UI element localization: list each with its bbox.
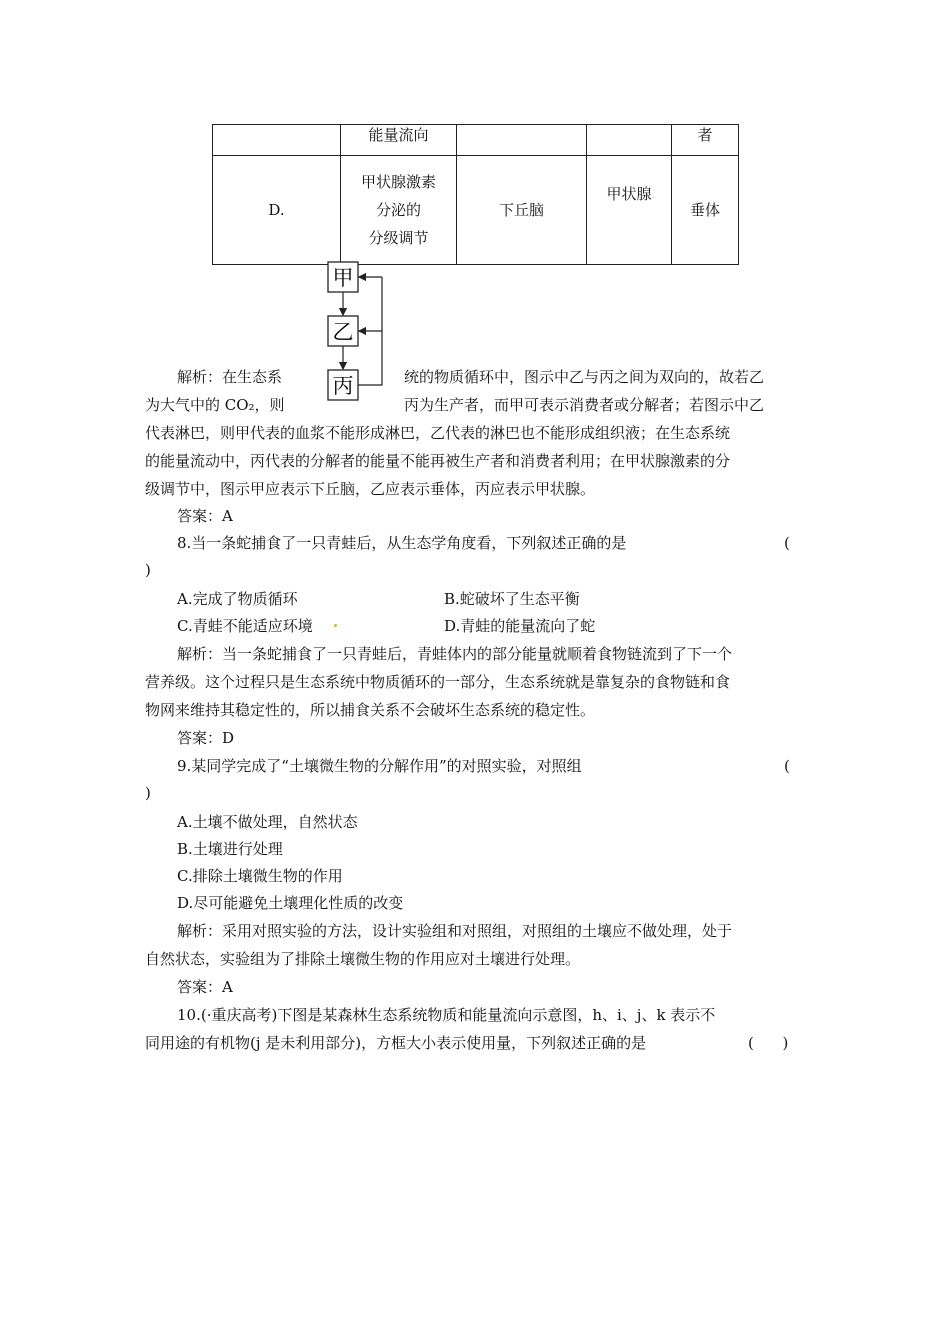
q7-analysis-line: 的能量流动中，丙代表的分解者的能量不能再被生产者和消费者利用；在甲状腺激素的分 [145,452,731,470]
q8-paren-close: ) [145,561,151,579]
q8-analysis-line: 物网来维持其稳定性的，所以捕食关系不会破坏生态系统的稳定性。 [145,701,596,719]
q8-option-b: B.蛇破坏了生态平衡 [444,590,580,608]
q9-option-d: D.尽可能避免土壤理化性质的改变 [177,894,404,912]
q9-answer: 答案：A [177,978,233,996]
q9-analysis-line: 解析：采用对照实验的方法，设计实验组和对照组，对照组的土壤应不做处理，处于 [177,922,733,940]
table-cell-option-d: D. [213,156,341,265]
q7-answer: 答案：A [177,507,233,525]
q8-option-c: C.青蛙不能适应环境 [177,617,313,635]
table-row [213,156,739,265]
q9-stem: 9.某同学完成了“土壤微生物的分解作用”的对照实验，对照组 [177,757,582,775]
stray-dot [334,624,337,627]
q8-option-d: D.青蛙的能量流向了蛇 [444,617,596,635]
table-cell [587,125,672,156]
q9-option-c: C.排除土壤微生物的作用 [177,867,343,885]
q9-analysis-line: 自然状态，实验组为了排除土壤微生物的作用应对土壤进行处理。 [145,950,581,968]
q7-analysis-line: 统的物质循环中，图示中乙与丙之间为双向的，故若乙 [404,368,765,386]
box-jia-label: 甲 [332,266,354,290]
table-cell: 垂体 [672,156,739,265]
q9-option-b: B.土壤进行处理 [177,840,283,858]
q7-analysis-line: 级调节中，图示甲应表示下丘脑，乙应表示垂体，丙应表示甲状腺。 [145,480,596,498]
q7-analysis-line: 代表淋巴，则甲代表的血浆不能形成淋巴，乙代表的淋巴也不能形成组织液；在生态系统 [145,424,731,442]
box-bing-label: 丙 [332,374,354,398]
q9-paren-close: ) [145,784,151,802]
box-yi-label: 乙 [332,320,354,344]
table-cell: 甲状腺 [587,156,672,265]
table-cell-process [341,156,457,265]
options-table [212,124,739,265]
q8-analysis-line: 营养级。这个过程只是生态系统中物质循环的一部分，生态系统就是靠复杂的食物链和食 [145,673,731,691]
table-cell [213,125,341,156]
q7-analysis-line: 解析：在生态系 [177,368,283,386]
table-row [213,125,739,156]
cell-line: 分级调节 [368,229,429,247]
q8-analysis-line: 解析：当一条蛇捕食了一只青蛙后，青蛙体内的部分能量就顺着食物链流到了下一个 [177,645,733,663]
table-cell: 能量流向 [341,125,457,156]
q9-paren-open: ( [784,757,790,775]
table-cell [457,125,587,156]
q10-stem-line: 同用途的有机物(j 是未利用部分)，方框大小表示使用量，下列叙述正确的是 [145,1034,647,1052]
q10-paren: ( ) [748,1034,789,1052]
q8-paren-open: ( [784,534,790,552]
table-cell: 者 [672,125,739,156]
q7-analysis-line: 丙为生产者，而甲可表示消费者或分解者；若图示中乙 [404,396,765,414]
cell-line: 分泌的 [375,201,421,219]
q8-option-a: A.完成了物质循环 [177,590,298,608]
cycle-diagram [320,260,410,405]
q8-answer: 答案：D [177,729,235,747]
q10-stem-line: 10.(·重庆高考)下图是某森林生态系统物质和能量流向示意图，h、i、j、k 表示不 [177,1006,716,1024]
q9-option-a: A.土壤不做处理，自然状态 [177,813,358,831]
q7-analysis-line: 为大气中的 CO₂，则 [145,396,285,414]
q8-stem: 8.当一条蛇捕食了一只青蛙后，从生态学角度看，下列叙述正确的是 [177,534,627,552]
table-cell: 下丘脑 [457,156,587,265]
cell-line: 甲状腺激素 [360,173,436,191]
